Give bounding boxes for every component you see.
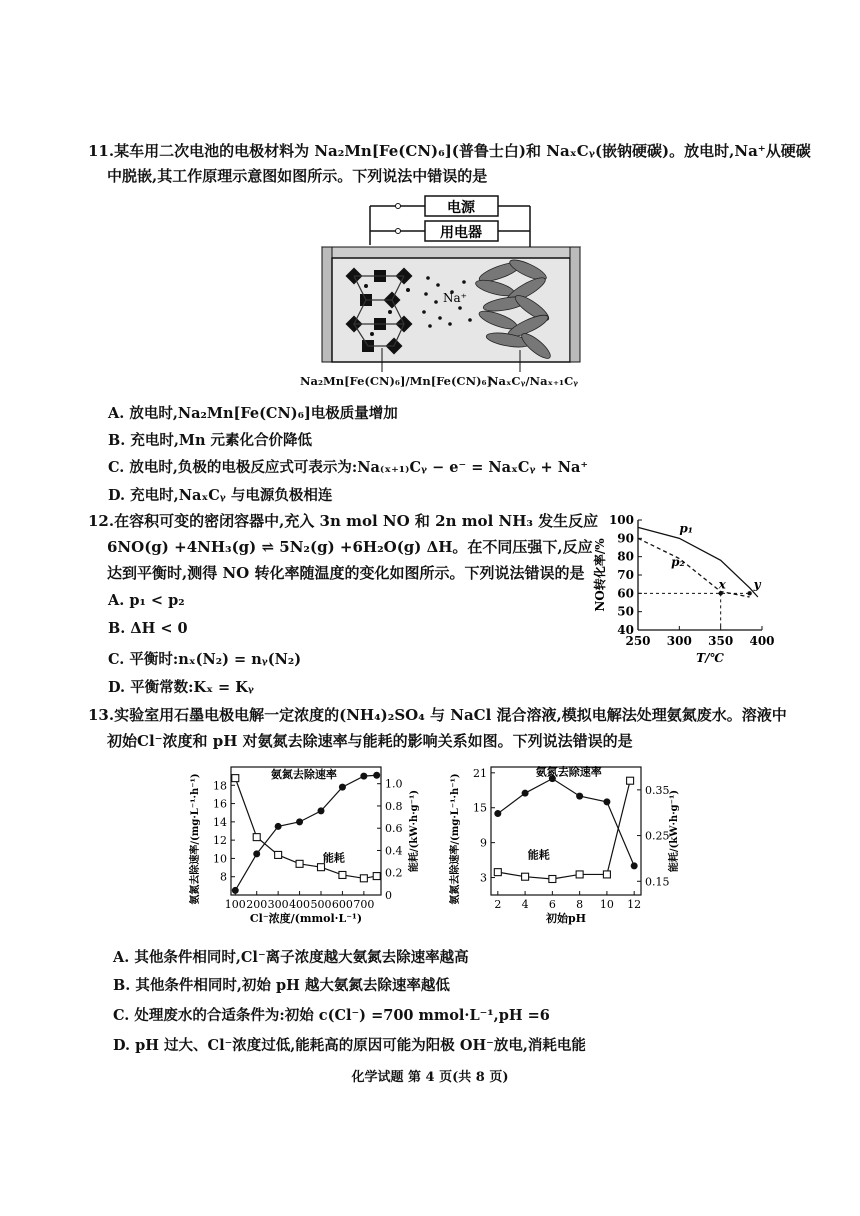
x-tick-label: 4: [521, 898, 529, 911]
data-point-energy: [603, 871, 610, 878]
y-left-tick-label: 3: [480, 871, 487, 885]
data-point-removal-rate: [576, 793, 583, 800]
y-left-tick-label: 8: [220, 870, 227, 884]
point-y: [747, 591, 751, 595]
data-point-removal-rate: [494, 810, 501, 817]
y-left-tick-label: 10: [213, 852, 227, 866]
data-point-removal-rate: [253, 850, 260, 857]
y-tick-label: 70: [617, 568, 634, 582]
data-point-removal-rate: [373, 772, 380, 779]
y-tick-label: 50: [617, 604, 634, 619]
point-label-y: y: [753, 577, 761, 592]
y-right-tick-label: 0.2: [385, 866, 403, 880]
y-right-tick-label: 0: [385, 889, 392, 902]
x-tick-label: 200: [246, 898, 268, 911]
q13-option-a: A. 其他条件相同时,Cl⁻离子浓度越大氨氮去除速率越高: [113, 949, 469, 966]
right-electrode-label: NaₓCᵧ/Naₓ₊₁Cᵧ: [488, 374, 579, 388]
x-tick-label: 300: [666, 634, 692, 648]
q12-option-a: A. p₁ < p₂: [108, 592, 185, 609]
q12-option-b: B. ΔH < 0: [108, 620, 188, 637]
left-electrode-label: Na₂Mn[Fe(CN)₆]/Mn[Fe(CN)₆]: [300, 374, 493, 388]
q12-option-d: D. 平衡常数:Kₓ = Kᵧ: [108, 679, 254, 696]
y-left-tick-label: 9: [480, 836, 487, 850]
battery-diagram: [300, 190, 600, 390]
y-tick-label: 90: [617, 531, 634, 546]
data-point-energy: [373, 873, 380, 880]
y-right-tick-label: 0.15: [645, 875, 670, 889]
power-label: 电源: [447, 200, 475, 216]
x-axis-label: T/℃: [696, 651, 724, 665]
x-tick-label: 2: [494, 898, 502, 911]
y-left-tick-label: 21: [473, 766, 487, 780]
ph-chart: [445, 755, 685, 935]
x-tick-label: 100: [224, 898, 246, 911]
series-label-0: p₁: [679, 521, 693, 536]
data-point-energy: [275, 851, 282, 858]
data-point-removal-rate: [360, 773, 367, 780]
na-ion-label: Na⁺: [443, 291, 467, 305]
q13-option-d: D. pH 过大、Cl⁻浓度过低,能耗高的原因可能为阳极 OH⁻放电,消耗电能: [113, 1037, 586, 1054]
series-line-0: [235, 775, 376, 890]
x-axis-label: Cl⁻浓度/(mmol·L⁻¹): [249, 912, 363, 925]
y-right-axis-label: 能耗/(kW·h·g⁻¹): [409, 789, 420, 873]
q12-stem-line2: 6NO(g) +4NH₃(g) ⇌ 5N₂(g) +6H₂O(g) ΔH。在不同压强下,反应: [107, 538, 593, 556]
data-point-removal-rate: [296, 818, 303, 825]
q11-option-c: C. 放电时,负极的电极反应式可表示为:Na₍ₓ₊₁₎Cᵧ − e⁻ = NaₓCᵧ + Na⁺: [108, 459, 589, 476]
y-right-tick-label: 0.6: [385, 822, 403, 836]
series-label-energy: 能耗: [527, 848, 550, 862]
page-footer: 化学试题 第 4 页(共 8 页): [351, 1070, 509, 1085]
chloride-chart: [185, 755, 425, 935]
q13-option-c: C. 处理废水的合适条件为:初始 c(Cl⁻) =700 mmol·L⁻¹,pH =6: [113, 1007, 550, 1024]
data-point-energy: [627, 777, 634, 784]
point-x: [718, 591, 722, 595]
y-right-tick-label: 0.8: [385, 799, 403, 813]
y-tick-label: 40: [617, 623, 634, 637]
y-right-tick-label: 0.35: [645, 783, 670, 797]
x-tick-label: 400: [749, 634, 775, 648]
point-label-x: x: [718, 577, 726, 592]
no-conversion-chart: [590, 508, 780, 668]
data-point-energy: [576, 871, 583, 878]
data-point-energy: [522, 873, 529, 880]
x-tick-label: 400: [289, 898, 311, 911]
x-tick-label: 8: [576, 898, 584, 911]
data-point-energy: [549, 876, 556, 883]
data-point-energy: [494, 869, 501, 876]
y-left-tick-label: 18: [213, 779, 227, 793]
y-left-tick-label: 16: [213, 797, 227, 811]
data-point-energy: [296, 860, 303, 867]
data-point-removal-rate: [339, 784, 346, 791]
y-left-axis-label: 氨氮去除速率/(mg·L⁻¹·h⁻¹): [190, 773, 201, 905]
y-tick-label: 80: [617, 549, 634, 564]
q13-stem-line2: 初始Cl⁻浓度和 pH 对氨氮去除速率与能耗的影响关系如图。下列说法错误的是: [107, 732, 633, 750]
series-line-1: [498, 781, 630, 879]
data-point-removal-rate: [275, 823, 282, 830]
y-right-tick-label: 1.0: [385, 777, 403, 791]
series-label-1: p₂: [671, 555, 685, 569]
y-tick-label: 100: [608, 513, 634, 527]
q11-option-b: B. 充电时,Mn 元素化合价降低: [108, 432, 313, 449]
x-tick-label: 10: [599, 898, 614, 911]
data-point-removal-rate: [631, 862, 638, 869]
x-tick-label: 600: [331, 898, 353, 911]
plot-frame: [231, 767, 381, 895]
y-axis-label: NO转化率/%: [593, 538, 607, 612]
data-point-energy: [339, 871, 346, 878]
x-axis-label: 初始pH: [545, 912, 587, 925]
y-right-axis-label: 能耗/(kW·h·g⁻¹): [669, 789, 680, 873]
q12-stem-line1: 12.在容积可变的密闭容器中,充入 3n mol NO 和 2n mol NH₃ 发生反应: [88, 512, 599, 530]
q12-stem-line3: 达到平衡时,测得 NO 转化率随温度的变化如图所示。下列说法错误的是: [107, 564, 585, 582]
series-line-0: [498, 779, 634, 866]
series-line-0: [638, 527, 758, 597]
x-tick-label: 350: [708, 634, 734, 648]
device-label: 用电器: [440, 225, 482, 241]
y-left-axis-label: 氨氮去除速率/(mg·L⁻¹·h⁻¹): [450, 773, 461, 905]
data-point-energy: [253, 834, 260, 841]
q11-stem-line2: 中脱嵌,其工作原理示意图如图所示。下列说法中错误的是: [107, 167, 488, 185]
q13-option-b: B. 其他条件相同时,初始 pH 越大氨氮去除速率越低: [113, 977, 450, 994]
y-left-tick-label: 15: [473, 801, 487, 815]
x-tick-label: 300: [267, 898, 289, 911]
q12-option-c: C. 平衡时:nₓ(N₂) = nᵧ(N₂): [108, 651, 302, 668]
x-tick-label: 12: [627, 898, 642, 911]
data-point-energy: [232, 775, 239, 782]
y-left-tick-label: 12: [213, 834, 227, 848]
x-tick-label: 6: [548, 898, 556, 911]
x-tick-label: 500: [310, 898, 332, 911]
data-point-removal-rate: [522, 790, 529, 797]
series-label-removal-rate: 氨氮去除速率: [270, 767, 337, 781]
x-tick-label: 250: [625, 634, 651, 648]
y-tick-label: 60: [617, 586, 634, 601]
q11-stem-line1: 11.某车用二次电池的电极材料为 Na₂Mn[Fe(CN)₆](普鲁士白)和 NaₓCᵧ(嵌钠硬碳)。放电时,Na⁺从硬碳: [88, 142, 811, 160]
q11-option-a: A. 放电时,Na₂Mn[Fe(CN)₆]电极质量增加: [108, 405, 398, 422]
x-tick-label: 700: [353, 898, 375, 911]
y-left-tick-label: 14: [213, 815, 227, 829]
series-label-energy: 能耗: [322, 851, 345, 865]
data-point-energy: [318, 864, 325, 871]
data-point-removal-rate: [232, 887, 239, 894]
series-line-1: [638, 538, 750, 597]
y-right-tick-label: 0.4: [385, 844, 403, 858]
data-point-energy: [360, 875, 367, 882]
q11-option-d: D. 充电时,NaₓCᵧ 与电源负极相连: [108, 487, 333, 504]
series-line-1: [235, 778, 376, 878]
plot-frame: [491, 767, 641, 895]
series-label-removal-rate: 氨氮去除速率: [535, 765, 602, 779]
q13-stem-line1: 13.实验室用石墨电极电解一定浓度的(NH₄)₂SO₄ 与 NaCl 混合溶液,模拟电解法处理氨氮废水。溶液中: [88, 706, 787, 724]
y-right-tick-label: 0.25: [645, 829, 670, 843]
data-point-removal-rate: [603, 798, 610, 805]
data-point-removal-rate: [318, 807, 325, 814]
